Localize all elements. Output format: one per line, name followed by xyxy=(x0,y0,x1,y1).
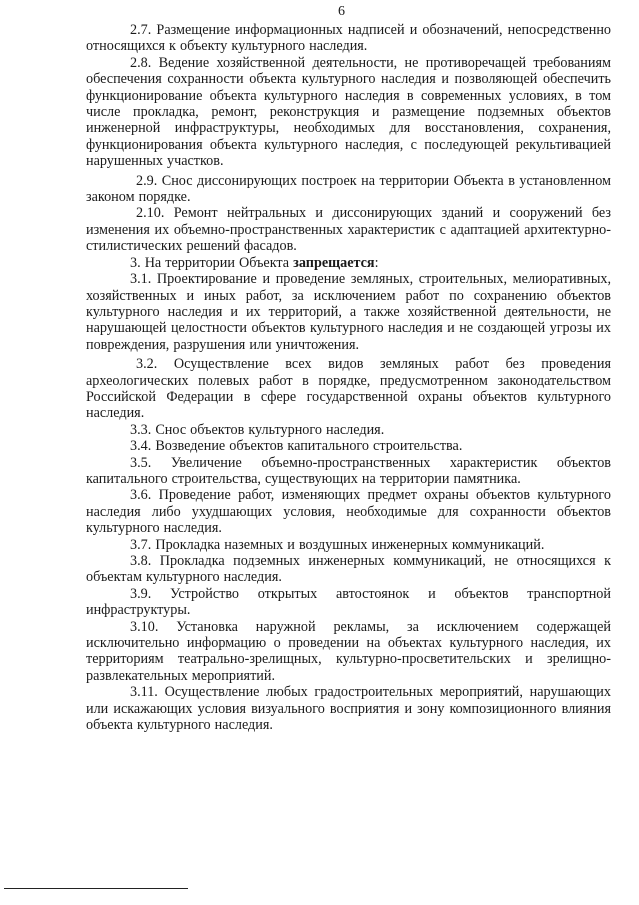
paragraph-3-8: 3.8. Прокладка подземных инженерных коммуникаций, не относящихся к объектам культурного наследия. xyxy=(86,553,611,586)
prohibited-keyword: запрещается xyxy=(293,254,375,271)
paragraph-2-7: 2.7. Размещение информационных надписей и обозначений, непосредственно относящихся к объекту культурного наследия. xyxy=(86,22,611,55)
paragraph-3-5: 3.5. Увеличение объемно-пространственных характеристик объектов капитального строительства, существующих на территории памятника. xyxy=(86,454,611,487)
paragraph-3-4: 3.4. Возведение объектов капитального строительства. xyxy=(130,438,463,455)
paragraph-3-1: 3.1. Проектирование и проведение земляных, строительных, мелиоративных, хозяйственных и иных работ, за исключением работ по сохранению объектов культурного наследия и их территорий, а также хозяйственной деятельности, не нарушающей целостности объектов культурного наследия и не создающей угрозы их повреждения, разрушения или уничтожения. xyxy=(86,271,611,353)
paragraph-3-9: 3.9. Устройство открытых автостоянок и объектов транспортной инфраструктуры. xyxy=(86,585,611,619)
footer-divider xyxy=(4,888,188,889)
paragraph-2-10: 2.10. Ремонт нейтральных и диссонирующих зданий и сооружений без изменения их объемно-пространственных характеристик с адаптацией архитектурно-стилистических решений фасадов. xyxy=(86,205,611,255)
paragraph-3-3: 3.3. Снос объектов культурного наследия. xyxy=(130,421,385,438)
paragraph-3-10: 3.10. Установка наружной рекламы, за исключением содержащей исключительно информацию о проведении на объектах культурного наследия, их территориям театрально-зрелищных, культурно-просветительских и зрелищно-развлекательных мероприятий. xyxy=(86,618,611,684)
paragraph-2-9: 2.9. Снос диссонирующих построек на территории Объекта в установленном законом порядке. xyxy=(86,172,611,206)
paragraph-3-2: 3.2. Осуществление всех видов земляных работ без проведения археологических полевых работ в порядке, предусмотренном законодательством Российской Федерации в сфере государственной охраны объектов культурного наследия. xyxy=(86,356,611,422)
paragraph-2-8: 2.8. Ведение хозяйственной деятельности, не противоречащей требованиям обеспечения сохранности объекта культурного наследия и позволяющей обеспечить функционирование объекта культурного наследия в современных условиях, в том числе прокладка, ремонт, реконструкция и размещение подземных объектов инженерной инфраструктуры, необходимых для восстановления, сохранения, функционирования объекта культурного наследия, с последующей рекультивацией нарушенных участков. xyxy=(86,54,611,170)
page-number: 6 xyxy=(338,4,345,19)
paragraph-3-11: 3.11. Осуществление любых градостроительных мероприятий, нарушающих или искажающих условия визуального восприятия и зону композиционного влияния объекта культурного наследия. xyxy=(86,684,611,734)
paragraph-3 xyxy=(86,255,611,271)
paragraph-3-colon: : xyxy=(374,254,379,271)
paragraph-3-6: 3.6. Проведение работ, изменяющих предмет охраны объектов культурного наследия либо ухудшающих условия, необходимые для сохранности объектов культурного наследия. xyxy=(86,487,611,537)
paragraph-3-7: 3.7. Прокладка наземных и воздушных инженерных коммуникаций. xyxy=(130,536,545,553)
paragraph-3-lead: 3. На территории Объекта xyxy=(130,254,294,271)
document-body xyxy=(86,0,611,733)
